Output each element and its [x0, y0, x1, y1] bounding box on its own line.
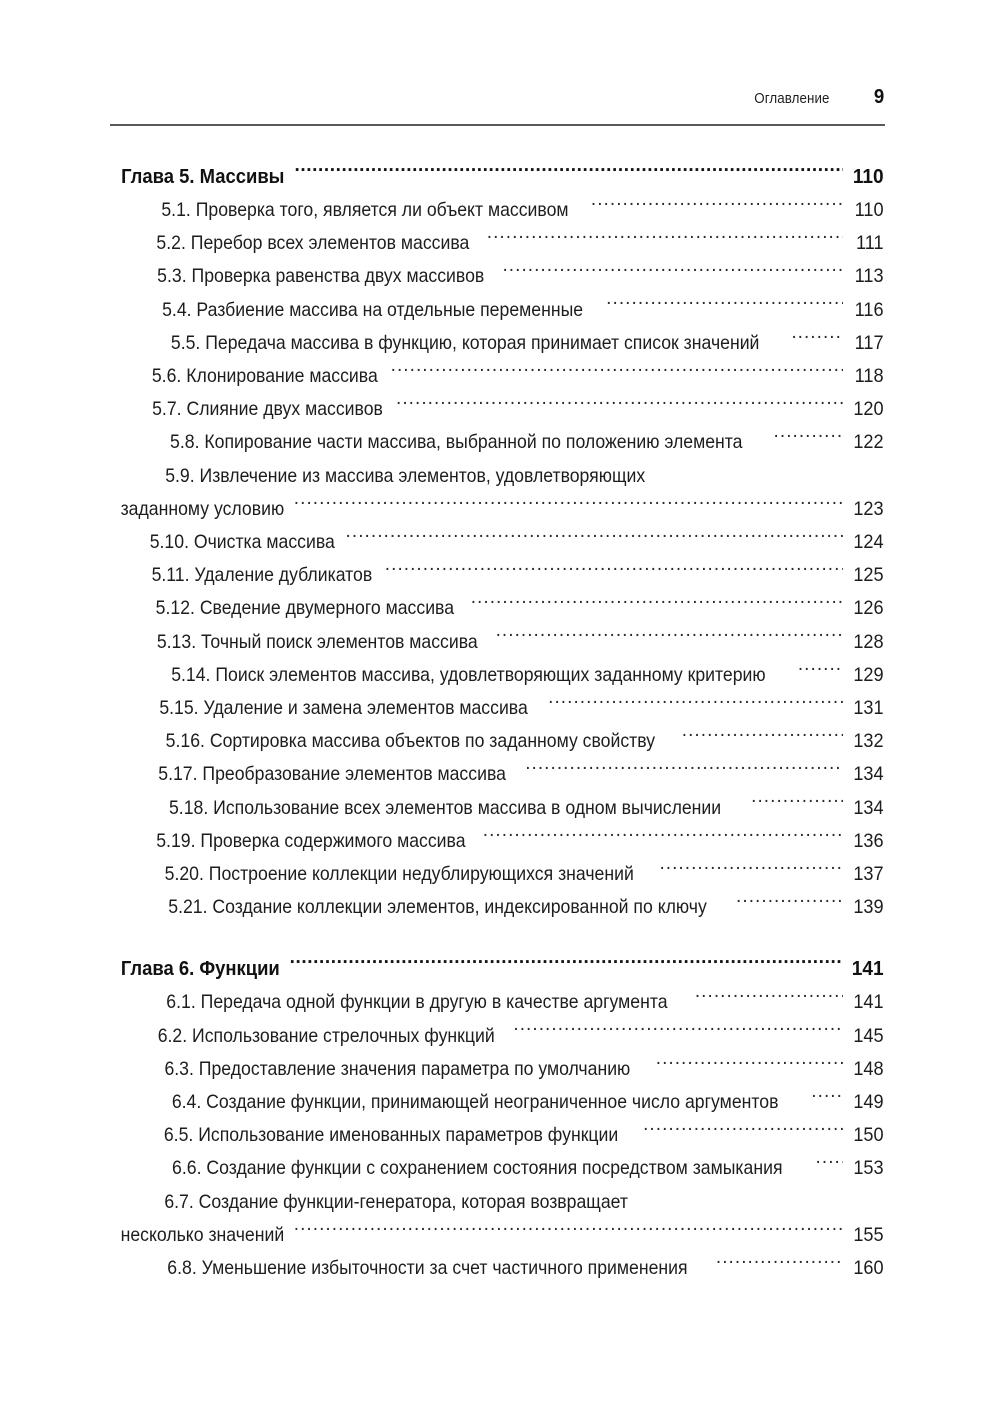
dot-leader — [682, 728, 843, 748]
toc-entry-title: 6.3. Предоставление значения параметра по умолчанию — [164, 1057, 631, 1080]
toc-entry-row[interactable] — [112, 792, 885, 825]
toc-entry-line-1 — [140, 460, 885, 493]
dot-leader — [396, 396, 843, 416]
dot-leader — [487, 230, 843, 250]
dot-leader — [643, 1122, 843, 1142]
toc-entry-row[interactable] — [112, 393, 885, 426]
toc-entry-page: 124 — [853, 531, 884, 554]
toc-entry-page: 128 — [853, 630, 884, 653]
toc-entry-row[interactable] — [112, 858, 885, 891]
dot-leader — [471, 595, 843, 615]
toc-entry-title: 5.9. Извлечение из массива элементов, удовлетворяющих — [165, 464, 646, 487]
toc-entry-row[interactable] — [112, 692, 885, 725]
toc-entry-row[interactable] — [112, 294, 885, 327]
toc-entry-page: 125 — [853, 564, 884, 587]
toc-entry-page: 123 — [853, 497, 884, 520]
dot-leader — [656, 1055, 843, 1075]
toc-entry-page: 122 — [853, 431, 884, 454]
toc-entry-row[interactable] — [112, 626, 885, 659]
dot-leader — [548, 695, 843, 715]
toc-entry-page: 117 — [854, 331, 884, 354]
toc-entry-title: 5.18. Использование всех элементов массива в одном вычислении — [168, 796, 722, 819]
toc-entry-page: 116 — [854, 298, 884, 321]
dot-leader — [774, 429, 843, 449]
toc-entry-page: 131 — [853, 697, 884, 720]
toc-entry-row[interactable] — [112, 426, 885, 459]
toc-entry-row[interactable] — [112, 526, 885, 559]
toc-entry-page: 148 — [853, 1057, 884, 1080]
toc-entry-page: 118 — [854, 365, 884, 388]
page-number: 9 — [873, 86, 885, 108]
toc-chapter-title: Глава 5. Массивы — [121, 165, 285, 188]
toc-entry-row[interactable] — [112, 194, 885, 227]
toc-entry-row[interactable] — [112, 758, 885, 791]
dot-leader — [659, 861, 843, 881]
toc-entry-title: 6.1. Передача одной функции в другую в качестве аргумента — [166, 991, 668, 1014]
toc-entry-row[interactable] — [112, 1186, 885, 1252]
toc-entry-title: 6.6. Создание функции с сохранением состояния посредством замыкания — [172, 1157, 783, 1180]
toc-entry-line-1 — [140, 1186, 885, 1219]
toc-entry-title: 5.5. Передача массива в функцию, которая принимает список значений — [170, 331, 760, 354]
toc-entry-page: 132 — [853, 730, 884, 753]
toc-chapter-title: Глава 6. Функции — [120, 957, 280, 981]
dot-leader — [502, 263, 843, 283]
table-of-contents — [112, 160, 885, 1285]
toc-entry-page: 145 — [853, 1024, 884, 1047]
toc-entry-title: 5.16. Сортировка массива объектов по заданному свойству — [165, 730, 656, 753]
toc-entry-line-2 — [112, 493, 885, 526]
dot-leader — [791, 329, 843, 349]
toc-entry-row[interactable] — [112, 559, 885, 592]
toc-entry-page: 153 — [853, 1157, 884, 1180]
toc-entry-title: 5.7. Слияние двух массивов — [152, 398, 383, 421]
toc-entry-page: 160 — [853, 1257, 884, 1280]
toc-entry-page: 129 — [853, 663, 884, 686]
toc-entry-title: 6.7. Создание функции-генератора, которая возвращает — [164, 1190, 628, 1213]
toc-entry-page: 136 — [853, 829, 884, 852]
dot-leader — [525, 761, 843, 781]
dot-leader — [606, 296, 843, 316]
dot-leader — [513, 1022, 843, 1042]
toc-chapter-page: 110 — [852, 165, 884, 188]
toc-entry-page: 137 — [853, 863, 884, 886]
toc-entry-title: 5.6. Клонирование массива — [151, 365, 378, 388]
running-head — [112, 86, 885, 109]
dot-leader — [736, 894, 843, 914]
toc-entry-row[interactable] — [112, 360, 885, 393]
toc-entry-page: 113 — [854, 265, 884, 288]
toc-entry-title: 5.20. Построение коллекции недублирующихся значений — [164, 863, 634, 886]
dot-leader — [385, 562, 843, 582]
toc-entry-page: 155 — [853, 1223, 884, 1246]
toc-entry-page: 134 — [853, 763, 884, 786]
toc-chapter-page: 141 — [851, 957, 884, 981]
dot-leader — [290, 955, 843, 976]
toc-entry-row[interactable] — [112, 659, 885, 692]
toc-chapter-row[interactable] — [112, 160, 885, 194]
toc-entry-row[interactable] — [112, 891, 885, 924]
dot-leader — [816, 1155, 843, 1175]
dot-leader — [295, 163, 844, 184]
dot-leader — [294, 1221, 843, 1241]
toc-entry-page: 134 — [853, 796, 884, 819]
header-rule — [110, 124, 885, 126]
toc-entry-title: 5.2. Перебор всех элементов массива — [156, 232, 470, 255]
dot-leader — [496, 628, 843, 648]
toc-entry-page: 150 — [853, 1124, 884, 1147]
toc-entry-title: 5.13. Точный поиск элементов массива — [156, 630, 478, 653]
toc-entry-title: 5.17. Преобразование элементов массива — [158, 763, 506, 786]
toc-entry-row[interactable] — [112, 592, 885, 625]
toc-entry-row[interactable] — [112, 1053, 885, 1086]
toc-entry-page: 149 — [853, 1091, 884, 1114]
dot-leader — [695, 989, 843, 1009]
toc-entry-title: 6.4. Создание функции, принимающей неограниченное число аргументов — [171, 1091, 779, 1114]
toc-entry-title: 5.11. Удаление дубликатов — [151, 564, 373, 587]
toc-entry-row[interactable] — [112, 986, 885, 1019]
toc-entry-row[interactable] — [112, 1252, 885, 1285]
dot-leader — [591, 197, 843, 217]
running-head-title: Оглавление — [754, 91, 830, 107]
dot-leader — [798, 661, 843, 681]
toc-entry-row[interactable] — [112, 327, 885, 360]
toc-entry-title: 5.21. Создание коллекции элементов, индексированной по ключу — [168, 896, 707, 919]
toc-entry-line-2 — [112, 1219, 885, 1252]
toc-entry-page: 139 — [853, 896, 884, 919]
toc-entry-row[interactable] — [112, 825, 885, 858]
toc-entry-title: 5.3. Проверка равенства двух массивов — [157, 265, 485, 288]
toc-entry-title: 5.15. Удаление и замена элементов массива — [159, 697, 528, 720]
toc-entry-row[interactable] — [112, 460, 885, 526]
dot-leader — [346, 529, 843, 549]
toc-entry-page: 141 — [853, 991, 884, 1014]
toc-entry-page: 110 — [854, 199, 884, 221]
toc-entry-title: 6.5. Использование именованных параметров функции — [163, 1124, 619, 1147]
dot-leader — [716, 1255, 843, 1275]
dot-leader — [483, 827, 843, 847]
toc-entry-title: 6.2. Использование стрелочных функций — [157, 1024, 495, 1047]
toc-entry-row[interactable] — [112, 227, 885, 260]
toc-entry-row[interactable] — [112, 1020, 885, 1053]
toc-entry-title: 6.8. Уменьшение избыточности за счет частичного применения — [167, 1257, 688, 1280]
toc-entry-row[interactable] — [112, 1152, 885, 1185]
dot-leader — [294, 495, 843, 515]
dot-leader — [751, 794, 843, 814]
toc-chapter-row[interactable] — [112, 952, 885, 986]
section-spacer — [112, 924, 885, 952]
toc-entry-title: 5.14. Поиск элементов массива, удовлетворяющих заданному критерию — [171, 663, 766, 686]
toc-entry-title: 5.4. Разбиение массива на отдельные переменные — [162, 298, 584, 321]
toc-entry-title-cont: несколько значений — [120, 1223, 285, 1246]
toc-entry-row[interactable] — [112, 725, 885, 758]
dot-leader — [811, 1089, 843, 1109]
toc-entry-title: 5.8. Копирование части массива, выбранной по положению элемента — [170, 431, 743, 454]
toc-entry-title: 5.10. Очистка массива — [149, 531, 335, 554]
toc-entry-row[interactable] — [112, 260, 885, 293]
toc-entry-title: 5.19. Проверка содержимого массива — [156, 829, 466, 852]
toc-entry-page: 111 — [856, 232, 884, 255]
toc-entry-title-cont: заданному условию — [120, 497, 285, 520]
toc-entry-title: 5.12. Сведение двумерного массива — [155, 597, 455, 620]
toc-entry-page: 126 — [853, 597, 884, 620]
dot-leader — [391, 363, 843, 383]
toc-entry-row[interactable] — [112, 1119, 885, 1152]
toc-entry-title: 5.1. Проверка того, является ли объект массивом — [161, 199, 569, 221]
toc-entry-row[interactable] — [112, 1086, 885, 1119]
toc-entry-page: 120 — [853, 398, 884, 421]
